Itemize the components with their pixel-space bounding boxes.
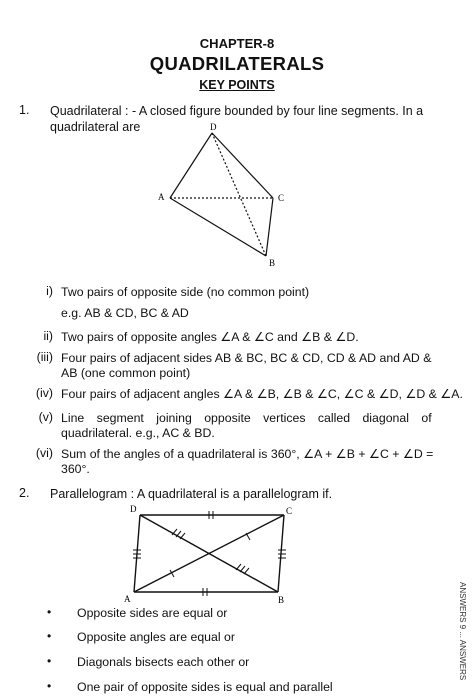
sub-item-6-line-1: Sum of the angles of a quadrilateral is 360°, ∠A + ∠B + ∠C + ∠D =: [61, 447, 434, 461]
bullet-marker: •: [47, 679, 52, 693]
sub-item-4-line-1: Four pairs of adjacent angles ∠A & ∠B, ∠B & ∠C, ∠C & ∠D, ∠D & ∠A.: [61, 387, 463, 401]
sub-item-3-line-2: AB (one common point): [61, 366, 191, 380]
sub-item-3-line-1: Four pairs of adjacent sides AB & BC, BC & CD, CD & AD and AD &: [61, 351, 432, 365]
quadrilateral-figure: [150, 120, 300, 270]
sub-item-4-number: (iv): [35, 386, 53, 400]
point-1-line-1: Quadrilateral : - A closed figure bounded by four line segments. In a: [50, 104, 424, 118]
bullet-item-1: Opposite sides are equal or: [77, 606, 228, 620]
point-2-number: 2.: [19, 486, 30, 500]
vertex-label-c: C: [286, 506, 293, 516]
vertex-label-a: A: [124, 594, 131, 604]
page-title: QUADRILATERALS: [149, 53, 325, 74]
sub-item-1-line-2: e.g. AB & CD, BC & AD: [61, 306, 189, 320]
vertex-label-d: D: [130, 504, 137, 514]
sub-item-5-line-2: quadrilateral. e.g., AC & BD.: [61, 426, 215, 440]
sub-item-3-number: (iii): [36, 350, 53, 364]
point-1-number: 1.: [19, 103, 30, 117]
diagonal-db: [212, 133, 266, 256]
vertex-label-c: C: [278, 193, 285, 203]
sub-item-1-line-1: Two pairs of opposite side (no common point): [61, 285, 310, 299]
vertex-label-a: A: [158, 192, 165, 202]
margin-side-text: ANSWERS 9 ... ANSWERS: [458, 582, 467, 681]
side-da: [170, 133, 212, 198]
bullet-marker: •: [47, 629, 52, 643]
bullet-marker: •: [47, 654, 52, 668]
bullet-marker: •: [47, 605, 52, 619]
diagonal-db: [140, 515, 278, 592]
sub-item-2-line-1: Two pairs of opposite angles ∠A & ∠C and ∠B & ∠D.: [61, 330, 359, 344]
bullet-item-3: Diagonals bisects each other or: [77, 655, 250, 669]
vertex-label-b: B: [278, 595, 285, 605]
side-cb: [266, 198, 273, 256]
chapter-label: CHAPTER-8: [199, 36, 275, 51]
key-points-heading: KEY POINTS: [199, 78, 275, 92]
vertex-label-d: D: [210, 122, 217, 132]
point-2-text: Parallelogram : A quadrilateral is a parallelogram if.: [50, 487, 333, 501]
sub-item-5-number: (v): [38, 410, 53, 424]
sub-item-1-number: i): [46, 284, 53, 298]
bullet-item-4: One pair of opposite sides is equal and parallel: [77, 680, 333, 694]
parallelogram-figure: [118, 500, 308, 608]
vertex-label-b: B: [269, 258, 276, 268]
sub-item-6-number: (vi): [35, 446, 53, 460]
point-1-line-2: quadrilateral are: [50, 120, 141, 134]
bullet-item-2: Opposite angles are equal or: [77, 630, 235, 644]
side-dc: [212, 133, 273, 198]
side-ab: [170, 198, 266, 256]
sub-item-5-line-1: Line segment joining opposite vertices called diagonal of: [61, 411, 432, 425]
sub-item-6-line-2: 360°.: [61, 462, 90, 476]
sub-item-2-number: ii): [43, 329, 53, 343]
